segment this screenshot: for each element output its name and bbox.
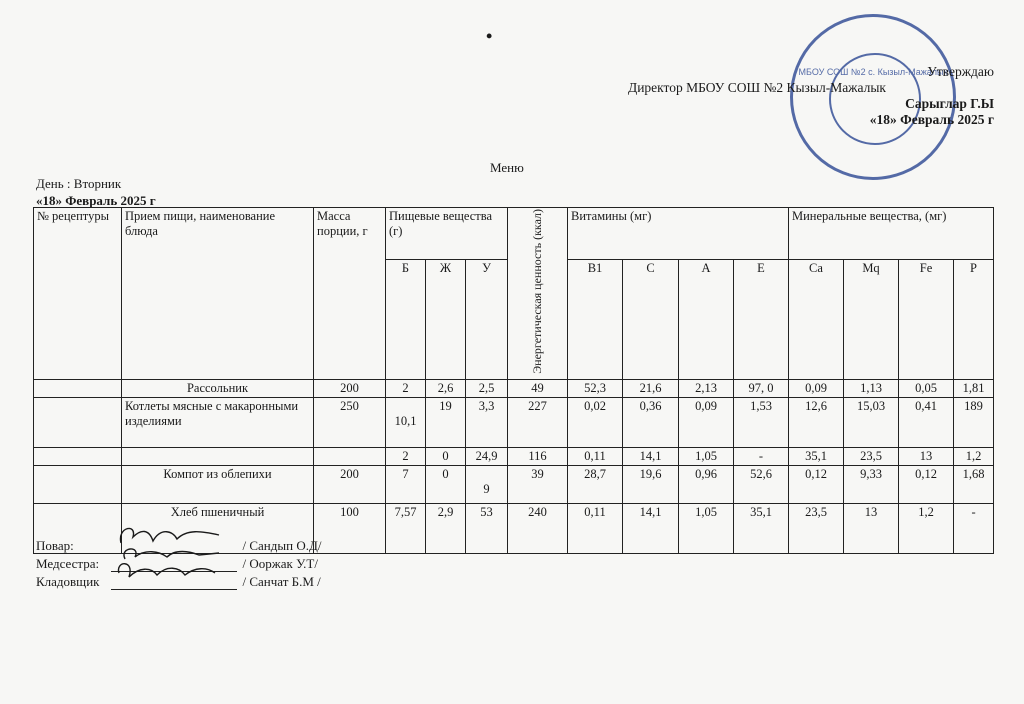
cell-fe: 0,41: [899, 397, 954, 447]
signature-role: Кладовщик: [36, 574, 100, 589]
table-row: [34, 465, 994, 503]
header-vitamins: Витамины (мг): [568, 208, 789, 260]
date-label: «18» Февраль 2025 г: [36, 193, 156, 208]
cell-b1: 52,3: [568, 379, 623, 397]
cell-mass: 250: [314, 397, 386, 447]
cell-b1: 0,11: [568, 503, 623, 553]
cell-recipe: [34, 379, 122, 397]
cell-name: Котлеты мясные с макаронными изделиями: [122, 397, 314, 447]
subheader-c: С: [623, 259, 679, 379]
table-row: [34, 379, 994, 397]
header-minerals: Минеральные вещества, (мг): [789, 208, 994, 260]
cell-b1: 0,11: [568, 447, 623, 465]
cell-p: 1,2: [954, 447, 994, 465]
cell-name: Хлеб пшеничный: [122, 503, 314, 553]
stamp-text: МБОУ СОШ №2 с. Кызыл-Мажалык: [798, 67, 948, 77]
approval-block: [627, 64, 994, 128]
header-row: [34, 208, 994, 260]
cell-b: 10,1: [386, 397, 426, 447]
cell-mq: 1,13: [844, 379, 899, 397]
cell-c: 19,6: [623, 465, 679, 503]
signature-name: / Санчат Б.М /: [242, 574, 321, 589]
cell-a: 2,13: [679, 379, 734, 397]
signature-line: [111, 577, 237, 590]
signature-name: / Ооржак У.Т/: [242, 556, 318, 571]
cell-e: -: [734, 447, 789, 465]
cell-fe: 13: [899, 447, 954, 465]
energy-vertical-label: Энергетическая ценность (ккал): [530, 209, 544, 374]
cell-e: 35,1: [734, 503, 789, 553]
cell-name: [122, 447, 314, 465]
cell-mq: 13: [844, 503, 899, 553]
cell-zh: 0: [426, 447, 466, 465]
header-meal: Прием пищи, наименование блюда: [122, 208, 314, 380]
director-line: Директор МБОУ СОШ №2 Кызыл-Мажалык: [627, 80, 886, 95]
cell-p: 189: [954, 397, 994, 447]
page-title: Меню: [490, 160, 524, 175]
cell-u: 53: [466, 503, 508, 553]
cell-energy: 49: [508, 379, 568, 397]
cell-zh: 2,9: [426, 503, 466, 553]
approved-label: Утверждаю: [927, 64, 994, 79]
cell-b1: 0,02: [568, 397, 623, 447]
cell-e: 52,6: [734, 465, 789, 503]
dot-mark: •: [486, 26, 493, 46]
cell-mq: 9,33: [844, 465, 899, 503]
cell-mass: [314, 447, 386, 465]
cell-mass: 100: [314, 503, 386, 553]
header-recipe-no: № рецептуры: [34, 208, 122, 380]
cell-a: 0,96: [679, 465, 734, 503]
cell-a: 1,05: [679, 503, 734, 553]
cell-b: 7,57: [386, 503, 426, 553]
approval-date: «18» Февраль 2025 г: [869, 112, 994, 127]
cell-mass: 200: [314, 379, 386, 397]
cell-b: 7: [386, 465, 426, 503]
cell-ca: 12,6: [789, 397, 844, 447]
cell-zh: 2,6: [426, 379, 466, 397]
cell-c: 21,6: [623, 379, 679, 397]
cell-mq: 15,03: [844, 397, 899, 447]
cell-zh: 0: [426, 465, 466, 503]
subheader-a: А: [679, 259, 734, 379]
cell-energy: 39: [508, 465, 568, 503]
cell-name: Рассольник: [122, 379, 314, 397]
cell-p: 1,68: [954, 465, 994, 503]
cell-energy: 227: [508, 397, 568, 447]
cell-energy: 240: [508, 503, 568, 553]
cell-energy: 116: [508, 447, 568, 465]
cell-fe: 1,2: [899, 503, 954, 553]
cell-c: 14,1: [623, 447, 679, 465]
cell-recipe: [34, 465, 122, 503]
cell-a: 0,09: [679, 397, 734, 447]
cell-b: 2: [386, 379, 426, 397]
cell-ca: 0,12: [789, 465, 844, 503]
subheader-ca: Ca: [789, 259, 844, 379]
subheader-p: P: [954, 259, 994, 379]
cell-fe: 0,12: [899, 465, 954, 503]
cell-p: -: [954, 503, 994, 553]
table-row: [34, 447, 994, 465]
day-label: День : Вторник: [36, 176, 122, 191]
cell-e: 1,53: [734, 397, 789, 447]
subheader-u: У: [466, 259, 508, 379]
cell-c: 14,1: [623, 503, 679, 553]
signature-role: Медсестра:: [36, 556, 100, 571]
cell-recipe: [34, 397, 122, 447]
table-row: [34, 397, 994, 447]
cell-mass: 200: [314, 465, 386, 503]
cell-u: 24,9: [466, 447, 508, 465]
cell-fe: 0,05: [899, 379, 954, 397]
subheader-fe: Fe: [899, 259, 954, 379]
cell-ca: 35,1: [789, 447, 844, 465]
subheader-b: Б: [386, 259, 426, 379]
handwritten-signature-icon: [115, 559, 225, 587]
menu-table: [33, 207, 994, 554]
cell-u: 2,5: [466, 379, 508, 397]
cell-b: 2: [386, 447, 426, 465]
cell-mq: 23,5: [844, 447, 899, 465]
signature-role: Повар:: [36, 538, 74, 553]
cell-name: Компот из облепихи: [122, 465, 314, 503]
cell-c: 0,36: [623, 397, 679, 447]
subheader-mq: Mq: [844, 259, 899, 379]
signature-name: / Сандып О.Д/: [242, 538, 322, 553]
header-mass: Масса порции, г: [314, 208, 386, 380]
cell-ca: 0,09: [789, 379, 844, 397]
cell-ca: 23,5: [789, 503, 844, 553]
header-nutrients: Пищевые вещества (г): [386, 208, 508, 260]
cell-e: 97, 0: [734, 379, 789, 397]
subheader-e: Е: [734, 259, 789, 379]
cell-u: 9: [466, 465, 508, 503]
cell-a: 1,05: [679, 447, 734, 465]
director-name: Сарыглар Г.Ы: [905, 96, 994, 111]
subheader-zh: Ж: [426, 259, 466, 379]
cell-recipe: [34, 447, 122, 465]
cell-u: 3,3: [466, 397, 508, 447]
subheader-b1: В1: [568, 259, 623, 379]
header-energy: [508, 208, 568, 380]
cell-p: 1,81: [954, 379, 994, 397]
signature-row-storekeeper: [36, 574, 321, 590]
cell-b1: 28,7: [568, 465, 623, 503]
cell-zh: 19: [426, 397, 466, 447]
